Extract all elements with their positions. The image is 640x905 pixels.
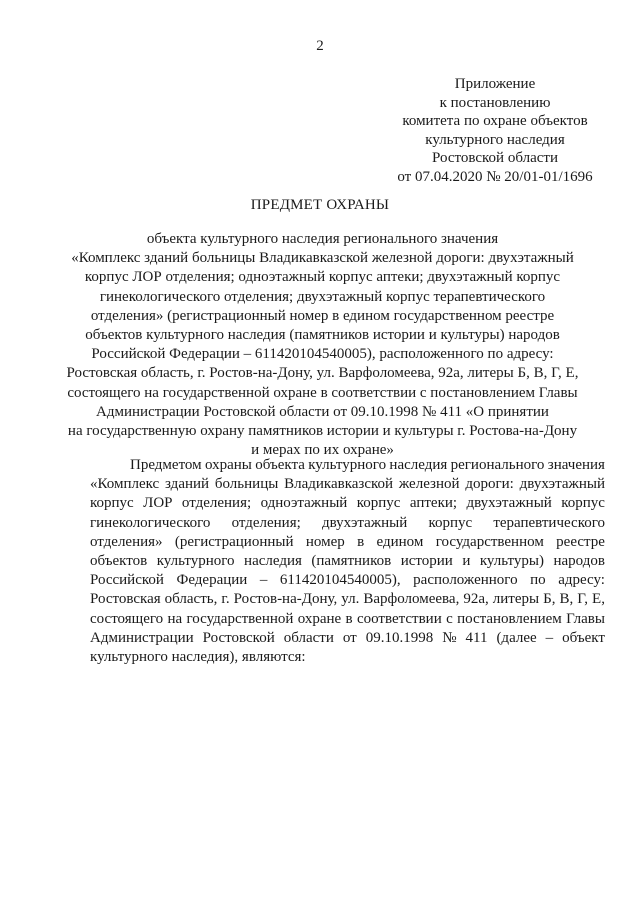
body-word: Главы: [566, 610, 605, 627]
body-word: В,: [559, 591, 574, 608]
body-line: [90, 629, 605, 648]
body-word: едином: [376, 533, 424, 550]
body-word: постановлением: [457, 610, 562, 627]
body-line: [90, 590, 605, 609]
body-word: 92а,: [463, 591, 489, 608]
body-word: гинекологического: [90, 514, 211, 531]
body-word: Предметом: [130, 457, 202, 473]
body-word: Варфоломеева,: [363, 591, 460, 608]
body-word: Е,: [592, 591, 605, 608]
body-word: адресу:: [558, 572, 605, 589]
body-word: Г,: [577, 591, 589, 608]
body-word: зданий: [165, 476, 210, 493]
body-word: по: [530, 572, 546, 589]
page-number: 2: [316, 38, 324, 54]
body-paragraph: [90, 456, 605, 667]
body-word: и: [462, 553, 471, 570]
body-word: ул.: [341, 591, 360, 608]
body-word: значения: [547, 457, 605, 473]
appendix-line: культурного наследия: [425, 131, 565, 148]
body-word: больницы: [214, 476, 279, 493]
body-word: 611420104540005),: [279, 572, 401, 589]
body-word: истории: [400, 553, 453, 570]
document-title: ПРЕДМЕТ ОХРАНЫ: [250, 197, 390, 213]
body-word: наследия: [244, 553, 302, 570]
body-word: корпус: [90, 495, 134, 512]
body-word: –: [545, 629, 554, 646]
body-word: наследия: [389, 457, 448, 473]
body-word: корпус: [428, 514, 473, 531]
body-line: [90, 514, 605, 533]
body-line: [90, 494, 605, 513]
body-word: двухэтажный: [466, 495, 552, 512]
body-word: корпус: [561, 495, 605, 512]
body-word: расположенного: [413, 572, 518, 589]
body-word: объекта: [255, 457, 305, 473]
body-word: объект: [562, 629, 605, 646]
body-word: дороги:: [465, 476, 514, 493]
body-word: Ростов-на-Дону,: [233, 591, 338, 608]
body-word: №: [442, 629, 457, 646]
body-word: Федерации: [176, 572, 248, 589]
appendix-line: Ростовской области: [432, 150, 558, 166]
body-word: в: [357, 533, 365, 550]
body-word: 09.10.1998: [365, 629, 434, 646]
body-word: (памятников: [311, 553, 392, 570]
body-word: (регистрационный: [174, 533, 294, 550]
description-line: объектов культурного наследия (памятников истории и культуры) народов: [85, 327, 560, 344]
body-word: область,: [164, 591, 218, 608]
body-word: терапевтического: [493, 514, 605, 531]
body-line: [90, 571, 605, 590]
description-line: отделения» (регистрационный номер в едином государственном реестре: [90, 307, 555, 324]
body-word: двухэтажный: [321, 514, 408, 531]
body-word: Владикавказской: [284, 476, 394, 493]
body-line: [90, 552, 605, 571]
body-word: от: [342, 629, 357, 646]
body-word: литеры: [492, 591, 540, 608]
body-word: Б,: [543, 591, 556, 608]
body-word: аптеки;: [409, 495, 458, 512]
body-word: культурного: [308, 457, 387, 473]
appendix-header: [390, 75, 600, 186]
body-word: государственной: [186, 610, 294, 627]
body-line: [90, 648, 605, 667]
body-word: отделения;: [231, 514, 301, 531]
description-line: «Комплекс зданий больницы Владикавказской железной дороги: двухэтажный: [71, 250, 574, 267]
body-word: одноэтажный: [260, 495, 348, 512]
body-word: Администрации: [90, 629, 194, 646]
body-word: номер: [305, 533, 345, 550]
body-word: (далее: [496, 629, 537, 646]
body-word: регионального: [450, 457, 545, 473]
body-word: области: [283, 629, 334, 646]
body-word: состоящего: [90, 610, 164, 627]
appendix-line: комитета по охране объектов: [402, 113, 588, 129]
body-word: охраны: [204, 457, 252, 473]
description-line: и мерах по их охране»: [251, 442, 394, 459]
body-word: государственном: [435, 533, 544, 550]
body-word: Российской: [90, 572, 164, 589]
body-word: с: [446, 610, 453, 627]
body-word: ЛОР: [143, 495, 173, 512]
body-word: охране: [297, 610, 342, 627]
appendix-line: от 07.04.2020 № 20/01-01/1696: [397, 168, 593, 185]
body-word: 411: [465, 629, 488, 646]
body-word: г.: [221, 591, 230, 608]
appendix-line: Приложение: [454, 76, 536, 92]
body-word: –: [259, 572, 268, 589]
body-word: отделения»: [90, 533, 163, 550]
body-word: Ростовская: [90, 591, 161, 608]
description-line: на государственную охрану памятников истории и культуры г. Ростова-на-Дону: [67, 423, 578, 440]
body-word: культурного наследия), являются:: [90, 649, 306, 666]
body-word: Ростовской: [202, 629, 275, 646]
body-word: культуры): [479, 553, 544, 570]
body-word: реестре: [556, 533, 605, 550]
body-word: объектов: [90, 553, 148, 570]
body-word: двухэтажный: [519, 476, 605, 493]
body-word: культурного: [156, 553, 235, 570]
object-description: [40, 230, 605, 460]
body-line: [90, 533, 605, 552]
body-word: на: [167, 610, 183, 627]
description-line: гинекологического отделения; двухэтажный корпус терапевтического: [99, 288, 546, 305]
body-word: соответствии: [356, 610, 442, 627]
body-word: железной: [398, 476, 460, 493]
body-line: [90, 456, 605, 475]
description-line: Российской Федерации – 611420104540005), расположенного по адресу:: [91, 346, 554, 363]
description-line: состоящего на государственной охране в соответствии с постановлением Главы: [67, 384, 578, 401]
description-line: корпус ЛОР отделения; одноэтажный корпус аптеки; двухэтажный корпус: [84, 269, 561, 286]
appendix-line: к постановлению: [439, 94, 551, 111]
description-line: Администрации Ростовской области от 09.10.1998 № 411 «О принятии: [96, 403, 549, 420]
body-word: в: [345, 610, 353, 627]
body-word: народов: [553, 553, 605, 570]
body-line: [90, 475, 605, 494]
body-line: [90, 610, 605, 629]
body-word: «Комплекс: [90, 476, 160, 493]
description-line: объекта культурного наследия регионального значения: [146, 231, 499, 247]
description-line: Ростовская область, г. Ростов-на-Дону, ул. Варфоломеева, 92а, литеры Б, В, Г, Е,: [66, 365, 579, 382]
body-word: корпус: [356, 495, 401, 512]
body-word: отделения;: [181, 495, 252, 512]
